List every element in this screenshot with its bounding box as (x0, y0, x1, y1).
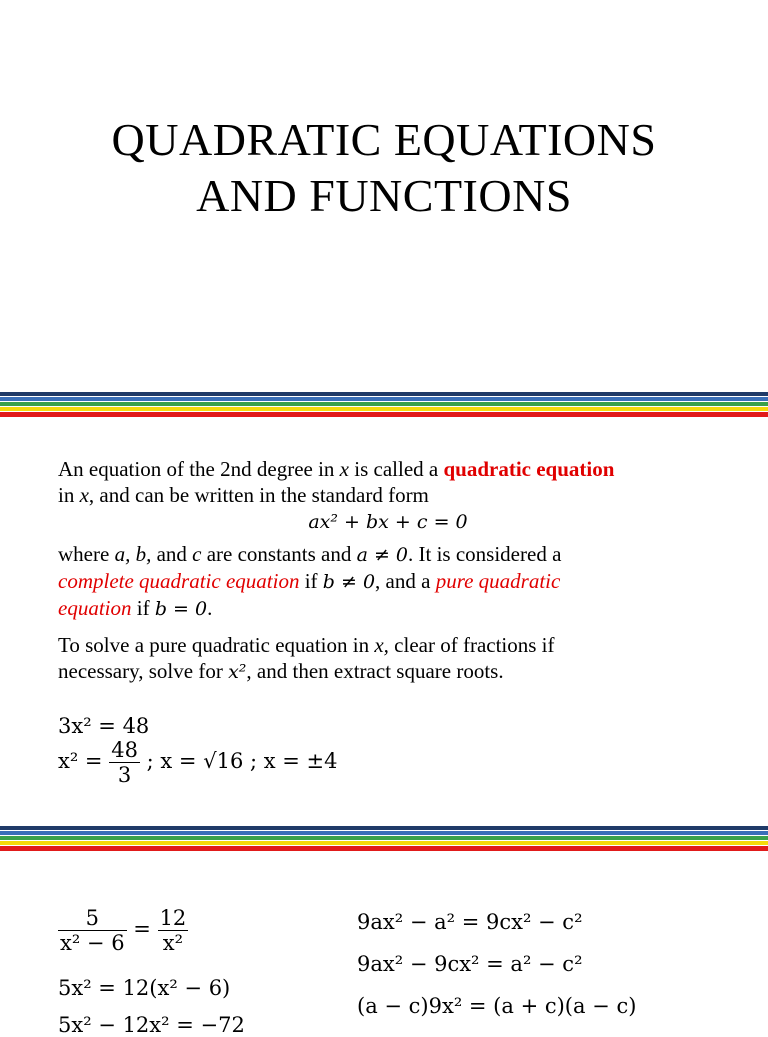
text: is called a (349, 457, 444, 481)
stripe-blue (0, 831, 768, 835)
stripe-green (0, 402, 768, 406)
text: To solve a pure quadratic equation in (58, 633, 375, 657)
text: if (299, 569, 323, 593)
right-equation-1: 9ax² − a² = 9cx² − c² (357, 910, 583, 934)
slide-divider (0, 826, 768, 852)
variable: x (79, 483, 89, 507)
fraction (158, 906, 189, 955)
condition: b = 0 (154, 598, 208, 620)
definition-paragraph (58, 456, 718, 685)
stripe-navy (0, 826, 768, 830)
variable: c (192, 542, 202, 566)
text: , and then extract square roots. (246, 659, 504, 683)
slide-divider (0, 392, 768, 418)
slide-title (0, 112, 768, 224)
stripe-yellow (0, 841, 768, 845)
equals-sign: = (133, 917, 151, 941)
stripe-green (0, 836, 768, 840)
text: . It is considered a (408, 542, 562, 566)
fraction-numerator: 48 (111, 738, 138, 762)
example-rest: ; x = √16 ; x = ±4 (146, 749, 338, 773)
stripe-blue (0, 397, 768, 401)
condition: a ≠ 0 (356, 544, 409, 566)
text: , and a (375, 569, 436, 593)
right-equation-3: (a − c)9x² = (a + c)(a − c) (357, 994, 637, 1018)
stripe-red (0, 846, 768, 851)
term-pure-quadratic: pure quadratic (435, 569, 561, 593)
text: in (58, 483, 80, 507)
text: where (58, 542, 115, 566)
left-equation-3: 5x² − 12x² = −72 (58, 1013, 245, 1037)
example-line-1: 3x² = 48 (58, 714, 150, 738)
term-complete-quadratic: complete quadratic equation (58, 569, 300, 593)
variable: x² (228, 661, 247, 683)
fraction-numerator: 5 (85, 906, 99, 930)
text: , and can be written in the standard form (88, 483, 429, 507)
text: clear of fractions if (388, 633, 555, 657)
term-quadratic-equation: quadratic equation (443, 457, 615, 481)
variable: x (339, 457, 349, 481)
example-lhs: x² = (58, 749, 103, 773)
title-line-2: AND FUNCTIONS (196, 170, 572, 221)
fraction-numerator: 12 (159, 906, 187, 930)
text: if (131, 596, 155, 620)
standard-form-equation: ax² + bx + c = 0 (308, 511, 468, 533)
title-line-1: QUADRATIC EQUATIONS (111, 114, 657, 165)
fraction-denominator: x² (158, 930, 189, 955)
term-pure-quadratic-cont: equation (58, 596, 132, 620)
stripe-navy (0, 392, 768, 396)
left-equation-1 (58, 906, 188, 955)
text: . (207, 596, 213, 620)
stripe-red (0, 412, 768, 417)
fraction (109, 738, 140, 787)
text: are constants and (201, 542, 357, 566)
fraction (58, 906, 127, 955)
example-line-2 (58, 738, 337, 787)
left-equation-2: 5x² = 12(x² − 6) (58, 976, 231, 1000)
fraction-denominator: 3 (109, 762, 140, 787)
right-equation-2: 9ax² − 9cx² = a² − c² (357, 952, 583, 976)
variable: x, (374, 633, 389, 657)
stripe-yellow (0, 407, 768, 411)
text: and (151, 542, 193, 566)
condition: b ≠ 0 (322, 571, 376, 593)
fraction-denominator: x² − 6 (60, 931, 125, 955)
text: An equation of the 2nd degree in (58, 457, 340, 481)
text: necessary, solve for (58, 659, 229, 683)
variable: a, b, (114, 542, 152, 566)
